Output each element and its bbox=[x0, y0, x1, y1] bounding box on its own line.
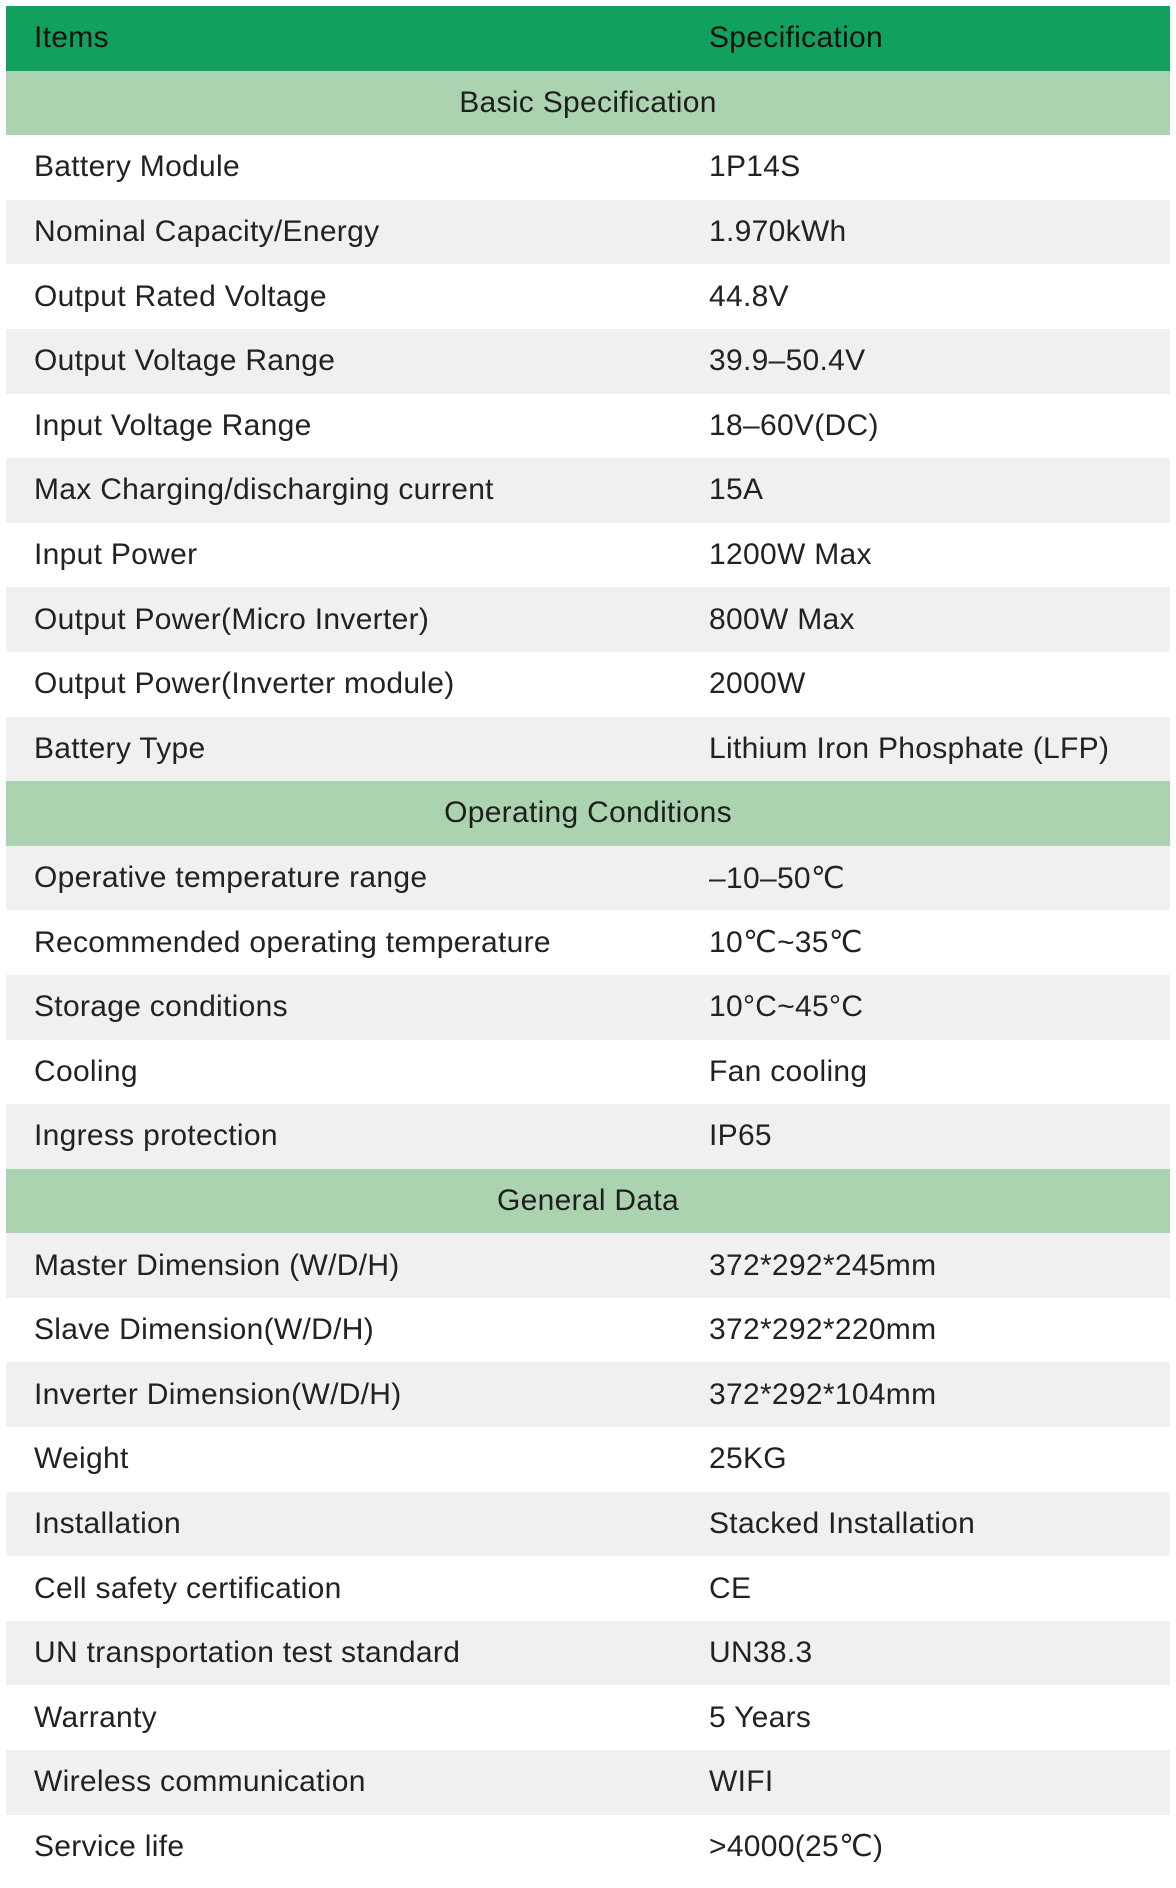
item-name: Battery Module bbox=[34, 150, 240, 184]
item-name: Weight bbox=[34, 1442, 129, 1476]
table-row bbox=[6, 394, 1170, 459]
item-name: Output Power(Micro Inverter) bbox=[34, 602, 430, 636]
item-spec: 1P14S bbox=[709, 150, 801, 184]
item-spec: >4000(25℃) bbox=[709, 1830, 884, 1864]
item-spec: 1.970kWh bbox=[709, 215, 847, 249]
section-header-basic-specification bbox=[6, 71, 1170, 136]
table-row bbox=[6, 329, 1170, 394]
item-spec: IP65 bbox=[709, 1119, 772, 1153]
item-spec: 10°C~45°C bbox=[709, 990, 864, 1024]
table-row bbox=[6, 135, 1170, 200]
item-spec: 18–60V(DC) bbox=[709, 408, 879, 442]
item-name: Output Voltage Range bbox=[34, 344, 336, 378]
table-row bbox=[6, 975, 1170, 1040]
section-title: General Data bbox=[496, 1183, 680, 1217]
section-title: Operating Conditions bbox=[444, 796, 732, 830]
table-row bbox=[6, 458, 1170, 523]
table-row bbox=[6, 1427, 1170, 1492]
item-spec: 800W Max bbox=[709, 602, 855, 636]
item-spec: 10℃~35℃ bbox=[709, 926, 863, 960]
table-row bbox=[6, 1815, 1170, 1880]
item-spec: –10–50℃ bbox=[709, 861, 845, 895]
section-header-operating-conditions bbox=[6, 781, 1170, 846]
item-name: Output Power(Inverter module) bbox=[34, 667, 455, 701]
table-row bbox=[6, 264, 1170, 329]
table-row bbox=[6, 200, 1170, 265]
table-row bbox=[6, 1104, 1170, 1169]
item-spec: Fan cooling bbox=[709, 1054, 868, 1088]
table-row bbox=[6, 1685, 1170, 1750]
table-row bbox=[6, 1298, 1170, 1363]
item-spec: 5 Years bbox=[709, 1700, 812, 1734]
item-spec: CE bbox=[709, 1571, 752, 1605]
item-spec: WIFI bbox=[709, 1765, 774, 1799]
item-spec: UN38.3 bbox=[709, 1636, 813, 1670]
table-row bbox=[6, 1040, 1170, 1105]
section-title: Basic Specification bbox=[459, 85, 717, 119]
item-spec: 372*292*104mm bbox=[709, 1377, 937, 1411]
item-spec: 39.9–50.4V bbox=[709, 344, 866, 378]
item-name: Operative temperature range bbox=[34, 861, 428, 895]
item-spec: 15A bbox=[709, 473, 764, 507]
item-name: Installation bbox=[34, 1506, 182, 1540]
item-name: Input Voltage Range bbox=[34, 408, 312, 442]
item-name: Max Charging/discharging current bbox=[34, 473, 494, 507]
table-row bbox=[6, 910, 1170, 975]
item-name: Cell safety certification bbox=[34, 1571, 342, 1605]
item-name: UN transportation test standard bbox=[34, 1636, 461, 1670]
item-name: Nominal Capacity/Energy bbox=[34, 215, 380, 249]
table-row bbox=[6, 523, 1170, 588]
table-row bbox=[6, 846, 1170, 911]
table-row bbox=[6, 1621, 1170, 1686]
item-name: Service life bbox=[34, 1829, 185, 1863]
items-column-header: Items bbox=[34, 21, 109, 55]
item-name: Recommended operating temperature bbox=[34, 925, 551, 959]
item-spec: 25KG bbox=[709, 1442, 787, 1476]
item-name: Output Rated Voltage bbox=[34, 279, 327, 313]
table-row bbox=[6, 1492, 1170, 1557]
table-row bbox=[6, 1750, 1170, 1815]
item-name: Ingress protection bbox=[34, 1119, 278, 1153]
item-name: Warranty bbox=[34, 1700, 157, 1734]
item-name: Wireless communication bbox=[34, 1765, 366, 1799]
item-name: Inverter Dimension(W/D/H) bbox=[34, 1377, 402, 1411]
item-name: Cooling bbox=[34, 1054, 138, 1088]
table-header bbox=[6, 6, 1170, 71]
item-spec: 372*292*245mm bbox=[709, 1248, 937, 1282]
item-name: Battery Type bbox=[34, 731, 206, 765]
item-name: Slave Dimension(W/D/H) bbox=[34, 1313, 374, 1347]
item-spec: 44.8V bbox=[709, 279, 789, 313]
item-name: Master Dimension (W/D/H) bbox=[34, 1248, 400, 1282]
item-spec: 1200W Max bbox=[709, 538, 872, 572]
item-spec: Stacked Installation bbox=[709, 1506, 976, 1540]
table-row bbox=[6, 587, 1170, 652]
item-name: Input Power bbox=[34, 538, 198, 572]
table-row bbox=[6, 652, 1170, 717]
section-header-general-data bbox=[6, 1169, 1170, 1234]
table-row bbox=[6, 1362, 1170, 1427]
item-spec: 2000W bbox=[709, 667, 806, 701]
specification-column-header: Specification bbox=[709, 21, 883, 55]
item-spec: Lithium Iron Phosphate (LFP) bbox=[709, 731, 1110, 765]
table-row bbox=[6, 1556, 1170, 1621]
item-name: Storage conditions bbox=[34, 990, 288, 1024]
spec-table bbox=[6, 6, 1170, 1879]
table-row bbox=[6, 1233, 1170, 1298]
item-spec: 372*292*220mm bbox=[709, 1313, 937, 1347]
table-row bbox=[6, 717, 1170, 782]
